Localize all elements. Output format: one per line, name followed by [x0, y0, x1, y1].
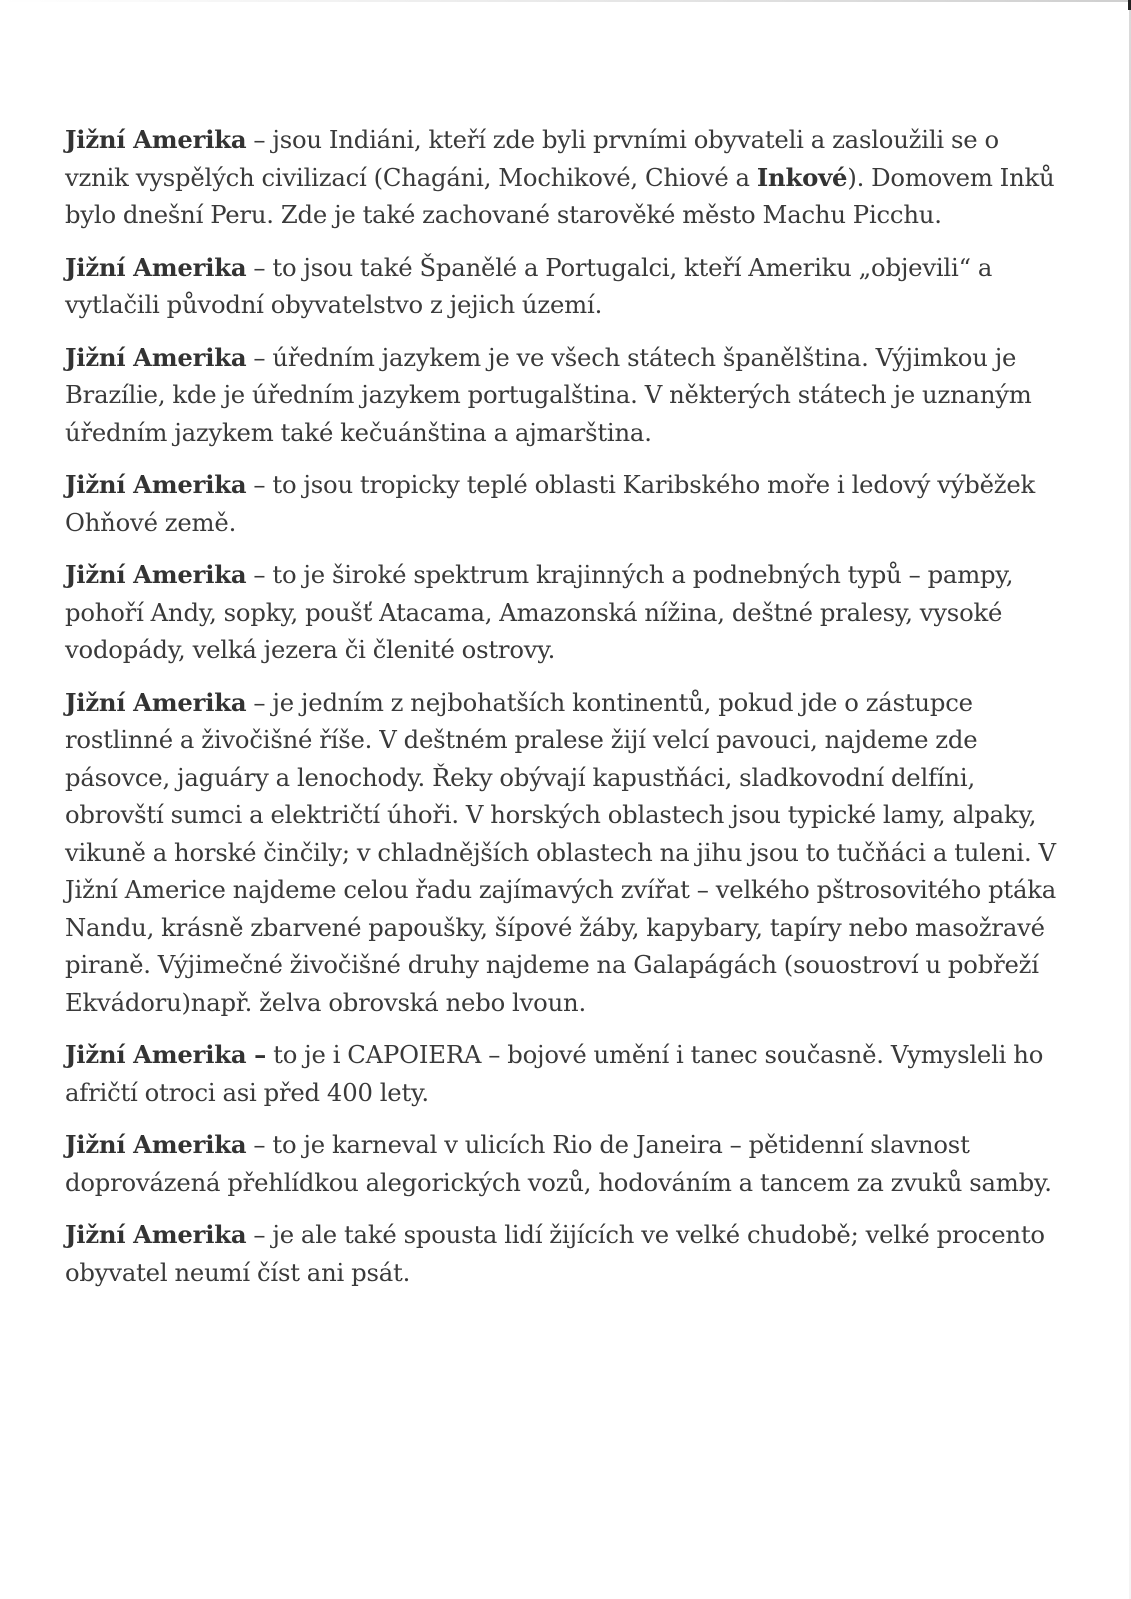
paragraph-heading: Jižní Amerika: [65, 125, 247, 154]
paragraph-text: – to jsou tropicky teplé oblasti Karibského moře i ledový výběžek Ohňové země.: [65, 470, 1036, 537]
paragraph-text: – je jedním z nejbohatších kontinentů, pokud jde o zástupce rostlinné a živočišné říše. V deštném pralese žijí velcí pavouci, najdeme zde pásovce, jaguáry a lenochody. Řeky obývají kapustňáci, sladkovodní delfíni, obrovští sumci a električtí úhoři. V horských oblastech jsou typické lamy, alpaky, vikuně a horské činčily; v chladnějších oblastech na jihu jsou to tučňáci a tuleni. V Jižní Americe najdeme celou řadu zajímavých zvířat – velkého pštrosovitého ptáka Nandu, krásně zbarvené papoušky, šípové žáby, kapybary, tapíry nebo masožravé piraně. Výjimečné živočišné druhy najdeme na Galapágách (souostroví u pobřeží Ekvádoru)např. želva obrovská nebo lvoun.: [65, 687, 1057, 1017]
bold-term-inkove: Inkové: [756, 162, 848, 192]
scan-top-edge: [0, 0, 1131, 2]
paragraph-text: to je i CAPOIERA – bojové umění i tanec současně. Vymysleli ho afričtí otroci asi před 400 lety.: [65, 1040, 1044, 1107]
paragraph-heading: Jižní Amerika: [65, 470, 247, 499]
paragraph-text: – to je široké spektrum krajinných a podnebných typů – pampy, pohoří Andy, sopky, poušť Atacama, Amazonská nížina, deštné pralesy, vysoké vodopády, velká jezera či členité ostrovy.: [65, 560, 1014, 664]
paragraph-text: ). Domovem Inků bylo dnešní Peru. Zde je také zachované starověké město Machu Picchu.: [65, 162, 1055, 229]
paragraph-heading: Jižní Amerika –: [65, 1040, 267, 1069]
paragraph-heading: Jižní Amerika: [65, 1220, 247, 1249]
paragraph-text: – to jsou také Španělé a Portugalci, kteří Ameriku „objevili“ a vytlačili původní obyvatelstvo z jejich území.: [65, 252, 993, 319]
paragraph-capoeira: [65, 1036, 1065, 1111]
paragraph-poverty: [65, 1216, 1065, 1291]
document-body: [65, 121, 1065, 1306]
paragraph-text: – jsou Indiáni, kteří zde byli prvními obyvateli a zasloužili se o vznik vyspělých civilizací (Chagáni, Mochikové, Chiové a: [65, 125, 999, 192]
paragraph-carnival: [65, 1126, 1065, 1201]
paragraph-climate: [65, 466, 1065, 541]
paragraph-heading: Jižní Amerika: [65, 342, 247, 372]
paragraph-heading: Jižní Amerika: [65, 252, 247, 282]
paragraph-text: – to je karneval v ulicích Rio de Janeira – pětidenní slavnost doprovázená přehlídkou alegorických vozů, hodováním a tancem za zvuků samby.: [65, 1130, 1052, 1197]
paragraph-indians: [65, 121, 1065, 234]
paragraph-heading: Jižní Amerika: [65, 560, 247, 589]
paragraph-languages: [65, 339, 1065, 452]
paragraph-heading: Jižní Amerika: [65, 687, 247, 717]
paragraph-heading: Jižní Amerika: [65, 1130, 247, 1159]
paragraph-colonizers: [65, 249, 1065, 324]
paragraph-text: – úředním jazykem je ve všech státech španělština. Výjimkou je Brazílie, kde je úředním jazykem portugalština. V některých státech je uznaným úředním jazykem také kečuánština a ajmarština.: [65, 342, 1032, 447]
paragraph-landscape: [65, 556, 1065, 669]
paragraph-text: – je ale také spousta lidí žijících ve velké chudobě; velké procento obyvatel neumí číst ani psát.: [65, 1220, 1045, 1287]
paragraph-wildlife: [65, 684, 1065, 1022]
